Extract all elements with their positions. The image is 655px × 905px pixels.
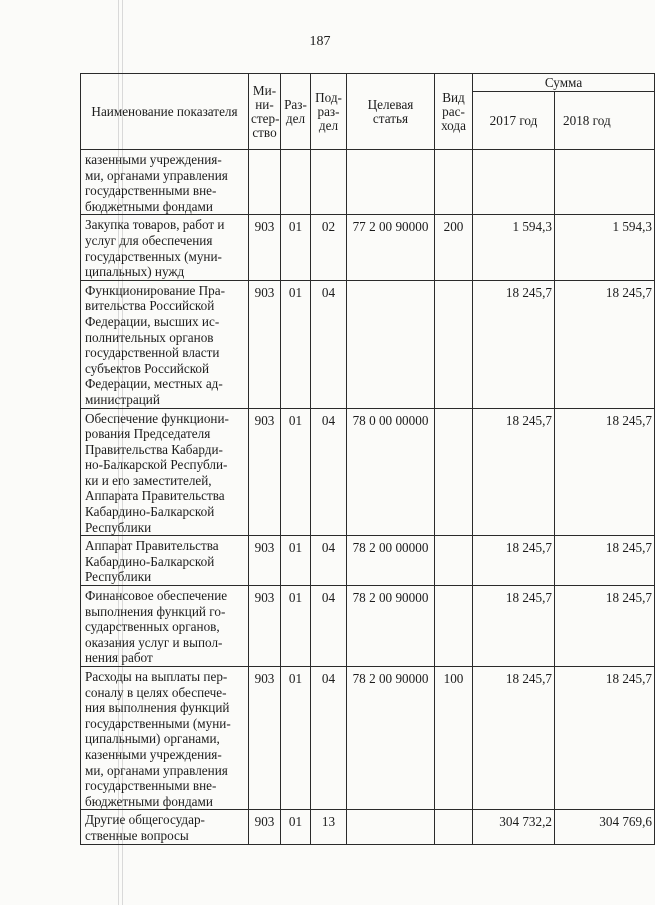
row-section: 01	[281, 280, 311, 408]
row-section: 01	[281, 408, 311, 536]
header-sum: Сумма	[473, 74, 655, 92]
row-subsection: 13	[311, 810, 347, 844]
table-row	[81, 586, 655, 667]
row-expense-type	[435, 536, 473, 586]
row-section: 01	[281, 536, 311, 586]
table-row	[81, 810, 655, 844]
row-section: 01	[281, 810, 311, 844]
row-subsection: 04	[311, 408, 347, 536]
header-year-2017: 2017 год	[473, 92, 555, 150]
row-sum-2018: 18 245,7	[555, 667, 655, 810]
row-ministry: 903	[249, 667, 281, 810]
row-sum-2017: 18 245,7	[473, 536, 555, 586]
row-name: Обеспечение функциони- рования Председателя Правительства Кабарди- но-Балкарской Республи- ки и его заместителей, Аппарата Правительства Кабардино-Балкарской Республики	[81, 408, 249, 536]
table-row	[81, 280, 655, 408]
header-target: Целевая статья	[347, 74, 435, 150]
row-expense-type	[435, 586, 473, 667]
row-name: Функционирование Пра- вительства Российской Федерации, высших ис- полнительных органов государственной власти субъектов Российской Федерации, местных ад- министраций	[81, 280, 249, 408]
row-sum-2018: 1 594,3	[555, 215, 655, 280]
row-ministry: 903	[249, 536, 281, 586]
row-name: Закупка товаров, работ и услуг для обеспечения государственных (муни- ципальных) нужд	[81, 215, 249, 280]
row-name: Финансовое обеспечение выполнения функций го- сударственных органов, оказания услуг и выпол- нения работ	[81, 586, 249, 667]
table-row	[81, 408, 655, 536]
row-subsection: 04	[311, 667, 347, 810]
row-target: 78 2 00 90000	[347, 586, 435, 667]
row-sum-2018	[555, 150, 655, 215]
header-subsection: Под- раз- дел	[311, 74, 347, 150]
row-subsection: 04	[311, 280, 347, 408]
row-sum-2018: 304 769,6	[555, 810, 655, 844]
row-name: Расходы на выплаты пер- соналу в целях обеспече- ния выполнения функций государственными (муни- ципальными) органами, казенными учреждения- ми, органами управления государственными вне- бюджетными фондами	[81, 667, 249, 810]
header-expense-type: Вид рас- хода	[435, 74, 473, 150]
row-subsection: 02	[311, 215, 347, 280]
row-section: 01	[281, 586, 311, 667]
row-name: казенными учреждения- ми, органами управления государственными вне- бюджетными фондами	[81, 150, 249, 215]
row-ministry: 903	[249, 810, 281, 844]
row-ministry: 903	[249, 586, 281, 667]
row-target: 78 0 00 00000	[347, 408, 435, 536]
row-sum-2018: 18 245,7	[555, 536, 655, 586]
row-sum-2017: 18 245,7	[473, 280, 555, 408]
row-ministry: 903	[249, 408, 281, 536]
row-expense-type	[435, 810, 473, 844]
row-target: 77 2 00 90000	[347, 215, 435, 280]
row-sum-2017: 18 245,7	[473, 667, 555, 810]
row-subsection: 04	[311, 536, 347, 586]
table-row	[81, 667, 655, 810]
row-sum-2017	[473, 150, 555, 215]
row-target	[347, 810, 435, 844]
row-expense-type	[435, 280, 473, 408]
table-row	[81, 536, 655, 586]
row-sum-2017: 304 732,2	[473, 810, 555, 844]
row-sum-2017: 1 594,3	[473, 215, 555, 280]
row-sum-2018: 18 245,7	[555, 408, 655, 536]
row-expense-type	[435, 408, 473, 536]
row-section: 01	[281, 215, 311, 280]
row-expense-type: 100	[435, 667, 473, 810]
row-sum-2017: 18 245,7	[473, 586, 555, 667]
row-section: 01	[281, 667, 311, 810]
table-header	[81, 74, 655, 150]
page-number: 187	[309, 34, 331, 49]
row-subsection	[311, 150, 347, 215]
header-section: Раз- дел	[281, 74, 311, 150]
table-row	[81, 150, 655, 215]
row-subsection: 04	[311, 586, 347, 667]
header-ministry: Ми- ни- стер- ство	[249, 74, 281, 150]
row-target: 78 2 00 90000	[347, 667, 435, 810]
table-row	[81, 215, 655, 280]
row-name: Аппарат Правительства Кабардино-Балкарской Республики	[81, 536, 249, 586]
row-sum-2018: 18 245,7	[555, 280, 655, 408]
row-target: 78 2 00 00000	[347, 536, 435, 586]
row-name: Другие общегосудар- ственные вопросы	[81, 810, 249, 844]
header-name: Наименование показателя	[81, 74, 249, 150]
row-ministry: 903	[249, 215, 281, 280]
row-sum-2018: 18 245,7	[555, 586, 655, 667]
row-sum-2017: 18 245,7	[473, 408, 555, 536]
row-ministry	[249, 150, 281, 215]
budget-table	[80, 73, 655, 845]
header-year-2018: 2018 год	[555, 92, 655, 150]
row-target	[347, 280, 435, 408]
row-target	[347, 150, 435, 215]
row-expense-type: 200	[435, 215, 473, 280]
row-expense-type	[435, 150, 473, 215]
budget-table-wrapper	[80, 73, 652, 845]
row-section	[281, 150, 311, 215]
row-ministry: 903	[249, 280, 281, 408]
table-body	[81, 150, 655, 845]
